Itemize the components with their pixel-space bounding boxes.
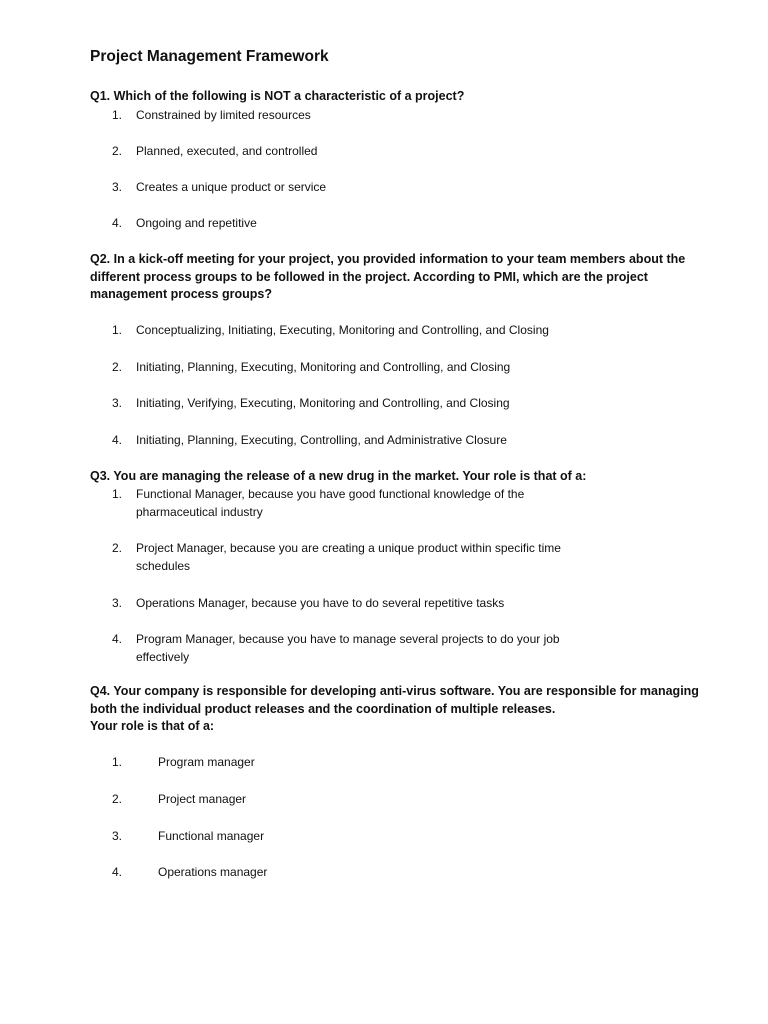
option-number: 1. (112, 108, 123, 122)
option-number: 4. (112, 216, 123, 230)
option-number: 1. (112, 323, 123, 337)
question-1-prompt: Q1. Which of the following is NOT a characteristic of a project? (90, 89, 465, 103)
option-number: 2. (112, 792, 123, 806)
question-4-option-3 (112, 828, 612, 846)
question-3-prompt: Q3. You are managing the release of a new drug in the market. Your role is that of a: (90, 469, 587, 483)
question-1-option-1 (112, 107, 612, 125)
option-text: Functional Manager, because you have good functional knowledge of the pharmaceutical industry (136, 487, 525, 519)
option-number: 2. (112, 541, 123, 555)
option-text: Project manager (158, 792, 247, 806)
option-number: 2. (112, 360, 123, 374)
option-text: Program manager (158, 755, 255, 769)
option-text: Initiating, Planning, Executing, Controlling, and Administrative Closure (136, 433, 507, 447)
question-1-option-2 (112, 143, 612, 161)
option-text: Functional manager (158, 829, 265, 843)
question-4-option-2 (112, 791, 612, 809)
option-text: Project Manager, because you are creating a unique product within specific time schedules (136, 541, 561, 573)
option-text: Conceptualizing, Initiating, Executing, Monitoring and Controlling, and Closing (136, 323, 549, 337)
option-number: 4. (112, 433, 123, 447)
option-number: 3. (112, 180, 123, 194)
question-4-option-4 (112, 864, 612, 882)
question-2-option-3 (112, 395, 612, 413)
option-number: 1. (112, 755, 123, 769)
document-title: Project Management Framework (90, 48, 329, 65)
option-number: 4. (112, 865, 123, 879)
option-number: 2. (112, 144, 123, 158)
option-number: 3. (112, 829, 123, 843)
option-number: 3. (112, 396, 123, 410)
option-text: Constrained by limited resources (136, 108, 311, 122)
question-2-option-2 (112, 359, 612, 377)
question-2-prompt: Q2. In a kick-off meeting for your project, you provided information to your team members about the different process groups to be followed in the project. According to PMI, which are the project management process groups? (90, 252, 686, 301)
question-1-option-3 (112, 179, 612, 197)
option-text: Creates a unique product or service (136, 180, 327, 194)
option-text: Planned, executed, and controlled (136, 144, 318, 158)
option-number: 1. (112, 487, 123, 501)
question-4-prompt-line2: Your role is that of a: (90, 719, 215, 733)
option-text: Initiating, Verifying, Executing, Monitoring and Controlling, and Closing (136, 396, 510, 410)
question-3-option-2 (112, 540, 602, 575)
question-3-option-3 (112, 595, 612, 613)
question-3-option-1 (112, 486, 572, 521)
option-text: Ongoing and repetitive (136, 216, 257, 230)
option-number: 4. (112, 632, 123, 646)
question-4-option-1 (112, 754, 612, 772)
question-3-option-4 (112, 631, 602, 666)
question-2-option-4 (112, 432, 612, 450)
option-text: Initiating, Planning, Executing, Monitoring and Controlling, and Closing (136, 360, 511, 374)
option-number: 3. (112, 596, 123, 610)
question-2-option-1 (112, 322, 612, 340)
option-text: Operations Manager, because you have to do several repetitive tasks (136, 596, 505, 610)
option-text: Program Manager, because you have to manage several projects to do your job effectively (136, 632, 560, 664)
option-text: Operations manager (158, 865, 268, 879)
question-1-option-4 (112, 215, 612, 233)
question-4-prompt: Q4. Your company is responsible for developing anti-virus software. You are responsible for managing both the individual product releases and the coordination of multiple releases. (90, 684, 699, 716)
